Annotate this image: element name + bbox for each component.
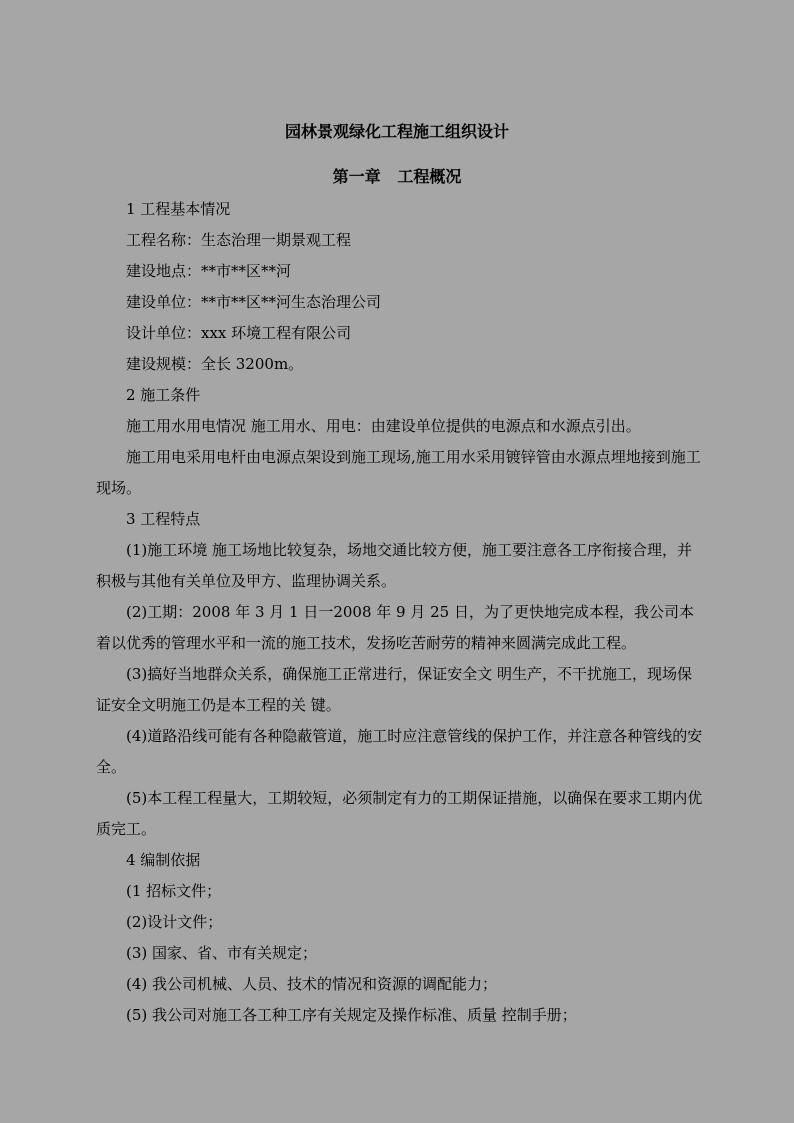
design-unit: 设计单位：xxx 环境工程有限公司 — [126, 324, 352, 342]
feature-item-2: (2)工期：2008 年 3 月 1 日一2008 年 9 月 25 日，为了更快地完成本程，我公司本着以优秀的管理水平和一流的施工技术，发扬吃苦耐劳的精神来圆满完成此工程。 — [96, 603, 694, 652]
water-power-paragraph: 施工用水用电情况 施工用水、用电：由建设单位提供的电源点和水源点引出。 — [126, 417, 641, 435]
document-title: 园林景观绿化工程施工组织设计 — [284, 122, 509, 141]
feature-item-3: (3)搞好当地群众关系，确保施工正常进行，保证安全文 明生产，不干扰施工，现场保证安全文明施工仍是本工程的关 键。 — [96, 665, 693, 714]
document-body — [96, 194, 706, 1031]
basis-item-5: (5) 我公司对施工各工种工序有关规定及操作标准、质量 控制手册； — [126, 1006, 577, 1024]
section-heading-features: 3 工程特点 — [126, 510, 201, 528]
construction-location: 建设地点：**市**区**河 — [126, 262, 292, 280]
section-heading-basic-info: 1 工程基本情况 — [126, 200, 231, 218]
feature-item-1: (1)施工环境 施工场地比较复杂，场地交通比较方便，施工要注意各工序衔接合理，并积极与其他有关单位及甲方、监理协调关系。 — [96, 541, 693, 590]
section-heading-basis: 4 编制依据 — [126, 851, 201, 869]
basis-item-3: (3) 国家、省、市有关规定； — [126, 944, 318, 962]
project-name: 工程名称：生态治理一期景观工程 — [126, 231, 352, 249]
basis-item-1: (1 招标文件； — [126, 882, 222, 900]
basis-item-2: (2)设计文件； — [126, 913, 223, 931]
feature-item-5: (5)本工程工程量大，工期较短，必须制定有力的工期保证措施，以确保在要求工期内优质完工。 — [96, 789, 703, 838]
power-pipe-paragraph: 施工用电采用电杆由电源点架设到施工现场,施工用水采用镀锌管由水源点埋地接到施工现场。 — [96, 448, 701, 497]
construction-unit: 建设单位：**市**区**河生态治理公司 — [126, 293, 382, 311]
basis-item-4: (4) 我公司机械、人员、技术的情况和资源的调配能力； — [126, 975, 498, 993]
construction-scale: 建设规模：全长 3200m。 — [126, 355, 304, 373]
feature-item-4: (4)道路沿线可能有各种隐蔽管道，施工时应注意管线的保护工作，并注意各种管线的安全。 — [96, 727, 703, 776]
section-heading-conditions: 2 施工条件 — [126, 386, 201, 404]
chapter-heading: 第一章 工程概况 — [332, 167, 462, 186]
